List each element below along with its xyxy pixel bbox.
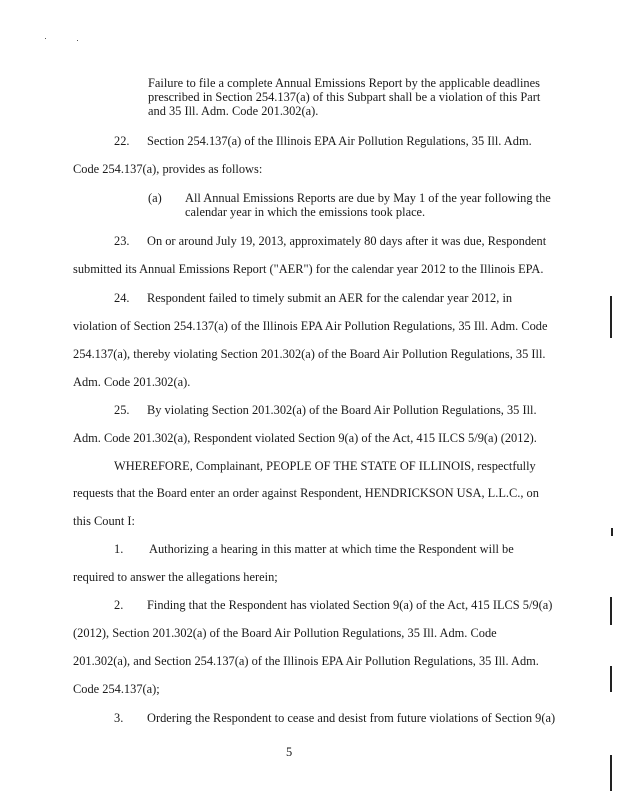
paragraph-text: Adm. Code 201.302(a), Respondent violated Section 9(a) of the Act, 415 ILCS 5/9(a) (2012). bbox=[73, 431, 537, 445]
scan-margin-mark bbox=[611, 528, 613, 536]
paragraph-text: Section 254.137(a) of the Illinois EPA Air Pollution Regulations, 35 Ill. Adm. bbox=[147, 134, 532, 148]
paragraph-text: Respondent failed to timely submit an AER for the calendar year 2012, in bbox=[147, 291, 513, 305]
paragraph-number: 23. bbox=[114, 234, 130, 248]
paragraph-text: Code 254.137(a), provides as follows: bbox=[73, 162, 263, 176]
item-number: 3. bbox=[114, 711, 124, 725]
quote-line: calendar year in which the emissions took place. bbox=[185, 205, 426, 219]
paragraph-text: By violating Section 201.302(a) of the Board Air Pollution Regulations, 35 Ill. bbox=[147, 403, 537, 417]
quote-label: (a) bbox=[148, 191, 162, 205]
item-text: Code 254.137(a); bbox=[73, 682, 160, 696]
scan-speck bbox=[45, 38, 46, 39]
quote-line: Failure to file a complete Annual Emissions Report by the applicable deadlines bbox=[148, 76, 540, 90]
paragraph-text: Adm. Code 201.302(a). bbox=[73, 375, 191, 389]
scan-speck bbox=[77, 40, 78, 41]
paragraph-number: 24. bbox=[114, 291, 130, 305]
paragraph-text: 254.137(a), thereby violating Section 201.302(a) of the Board Air Pollution Regulations, 35 Ill. bbox=[73, 347, 546, 361]
paragraph-text: requests that the Board enter an order against Respondent, HENDRICKSON USA, L.L.C., on bbox=[73, 486, 539, 500]
paragraph-text: violation of Section 254.137(a) of the Illinois EPA Air Pollution Regulations, 35 Ill. Adm. Code bbox=[73, 319, 548, 333]
item-text: Finding that the Respondent has violated Section 9(a) of the Act, 415 ILCS 5/9(a) bbox=[147, 598, 553, 612]
paragraph-text: On or around July 19, 2013, approximately 80 days after it was due, Respondent bbox=[147, 234, 547, 248]
quote-line: prescribed in Section 254.137(a) of this Subpart shall be a violation of this Part bbox=[148, 90, 541, 104]
paragraph-number: 25. bbox=[114, 403, 130, 417]
item-text: (2012), Section 201.302(a) of the Board Air Pollution Regulations, 35 Ill. Adm. Code bbox=[73, 626, 497, 640]
paragraph-text: this Count I: bbox=[73, 514, 135, 528]
paragraph-number: 22. bbox=[114, 134, 130, 148]
quote-line: and 35 Ill. Adm. Code 201.302(a). bbox=[148, 104, 319, 118]
item-text: required to answer the allegations herein; bbox=[73, 570, 278, 584]
scan-margin-mark bbox=[610, 296, 612, 338]
scan-margin-mark bbox=[610, 666, 612, 692]
quote-line: All Annual Emissions Reports are due by May 1 of the year following the bbox=[185, 191, 551, 205]
paragraph-text: WHEREFORE, Complainant, PEOPLE OF THE STATE OF ILLINOIS, respectfully bbox=[114, 459, 536, 473]
item-number: 2. bbox=[114, 598, 124, 612]
item-text: Authorizing a hearing in this matter at which time the Respondent will be bbox=[149, 542, 514, 556]
scan-margin-mark bbox=[610, 755, 612, 791]
item-text: 201.302(a), and Section 254.137(a) of the Illinois EPA Air Pollution Regulations, 35 Ill. Adm. bbox=[73, 654, 539, 668]
paragraph-text: submitted its Annual Emissions Report ("AER") for the calendar year 2012 to the Illinois EPA. bbox=[73, 262, 544, 276]
item-text: Ordering the Respondent to cease and desist from future violations of Section 9(a) bbox=[147, 711, 556, 725]
scan-margin-mark bbox=[610, 597, 612, 625]
page-number: 5 bbox=[286, 745, 293, 759]
item-number: 1. bbox=[114, 542, 124, 556]
